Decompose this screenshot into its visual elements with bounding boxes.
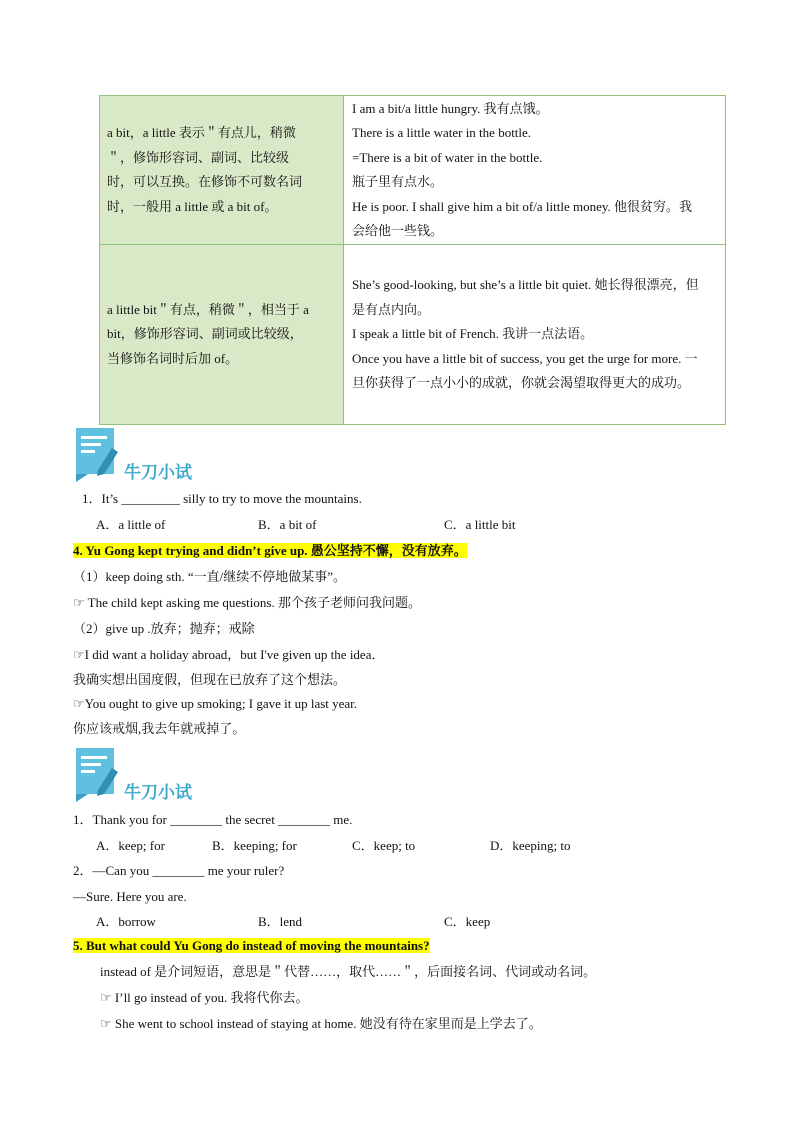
body-line: （1）keep doing sth. “一直/继续不停地做某事”。	[73, 569, 346, 584]
example-line: ☞ The child kept asking me questions. 那个孩子老师问我问题。	[73, 595, 421, 610]
option-a: A．borrow	[96, 914, 156, 929]
practice-title: 牛刀小试	[124, 783, 192, 803]
table-cell-left: a little bit＂有点，稍微＂，相当于 a bit，修饰形容词、副词或比较级， 当修饰名词时后加 of。	[100, 245, 344, 425]
option-a: A．a little of	[96, 517, 166, 532]
notepad-pencil-icon	[74, 426, 120, 482]
option-c: C．keep; to	[352, 838, 416, 853]
example-line: ☞You ought to give up smoking; I gave it up last year.	[73, 696, 358, 711]
example-line: ☞I did want a holiday abroad，but I've given up the idea．	[73, 647, 385, 662]
notepad-pencil-icon	[74, 746, 120, 802]
translation-line: 我确实想出国度假，但现在已放弃了这个想法。	[73, 672, 347, 687]
body-line: instead of 是介词短语，意思是＂代替……，取代……＂，后面接名词、代词或动名词。	[100, 964, 597, 979]
option-b: B．lend	[258, 914, 303, 929]
table-row	[100, 96, 726, 245]
option-b: B．a bit of	[258, 517, 317, 532]
question-text: 1．Thank you for ________ the secret ________ me.	[73, 812, 353, 827]
translation-line: 你应该戒烟,我去年就戒掉了。	[73, 721, 246, 736]
body-line: （2）give up .放弃；抛弃；戒除	[73, 621, 255, 636]
question-text: 2．—Can you ________ me your ruler?	[73, 863, 285, 878]
table-cell-left: a bit，a little 表示＂有点儿，稍微 ＂，修饰形容词、副词、比较级 时，可以互换。在修饰不可数名词 时，一般用 a little 或 a bit of。	[100, 96, 344, 245]
table-cell-right: She’s good-looking, but she’s a little bit quiet. 她长得很漂亮，但 是有点内向。 I speak a little bit of French. 我讲一点法语。 Once you have a little bit of success, you get the urge for more. 一 旦你获得了一点小小的成就，你就会渴望取得更大的成功。	[344, 245, 726, 425]
table-row	[100, 245, 726, 425]
option-c: C．a little bit	[444, 517, 516, 532]
option-b: B．keeping; for	[212, 838, 297, 853]
table-cell-right: I am a bit/a little hungry. 我有点饿。 There is a little water in the bottle. =There is a bit of water in the bottle. 瓶子里有点水。 He is poor. I shall give him a bit of/a little money. 他很贫穷。我 会给他一些钱。	[344, 96, 726, 245]
question-text: 1．It’s _________ silly to try to move the mountains.	[82, 491, 362, 506]
reply-text: —Sure. Here you are.	[73, 889, 187, 904]
section-heading: 4. Yu Gong kept trying and didn’t give up. 愚公坚持不懈，没有放弃。	[73, 543, 467, 558]
practice-title: 牛刀小试	[124, 463, 192, 483]
section-heading: 5. But what could Yu Gong do instead of moving the mountains?	[73, 938, 430, 953]
option-d: D．keeping; to	[490, 838, 571, 853]
grammar-table	[99, 95, 726, 425]
option-c: C．keep	[444, 914, 491, 929]
option-a: A．keep; for	[96, 838, 165, 853]
example-line: ☞ I’ll go instead of you. 我将代你去。	[100, 990, 309, 1005]
example-line: ☞ She went to school instead of staying at home. 她没有待在家里而是上学去了。	[100, 1016, 542, 1031]
